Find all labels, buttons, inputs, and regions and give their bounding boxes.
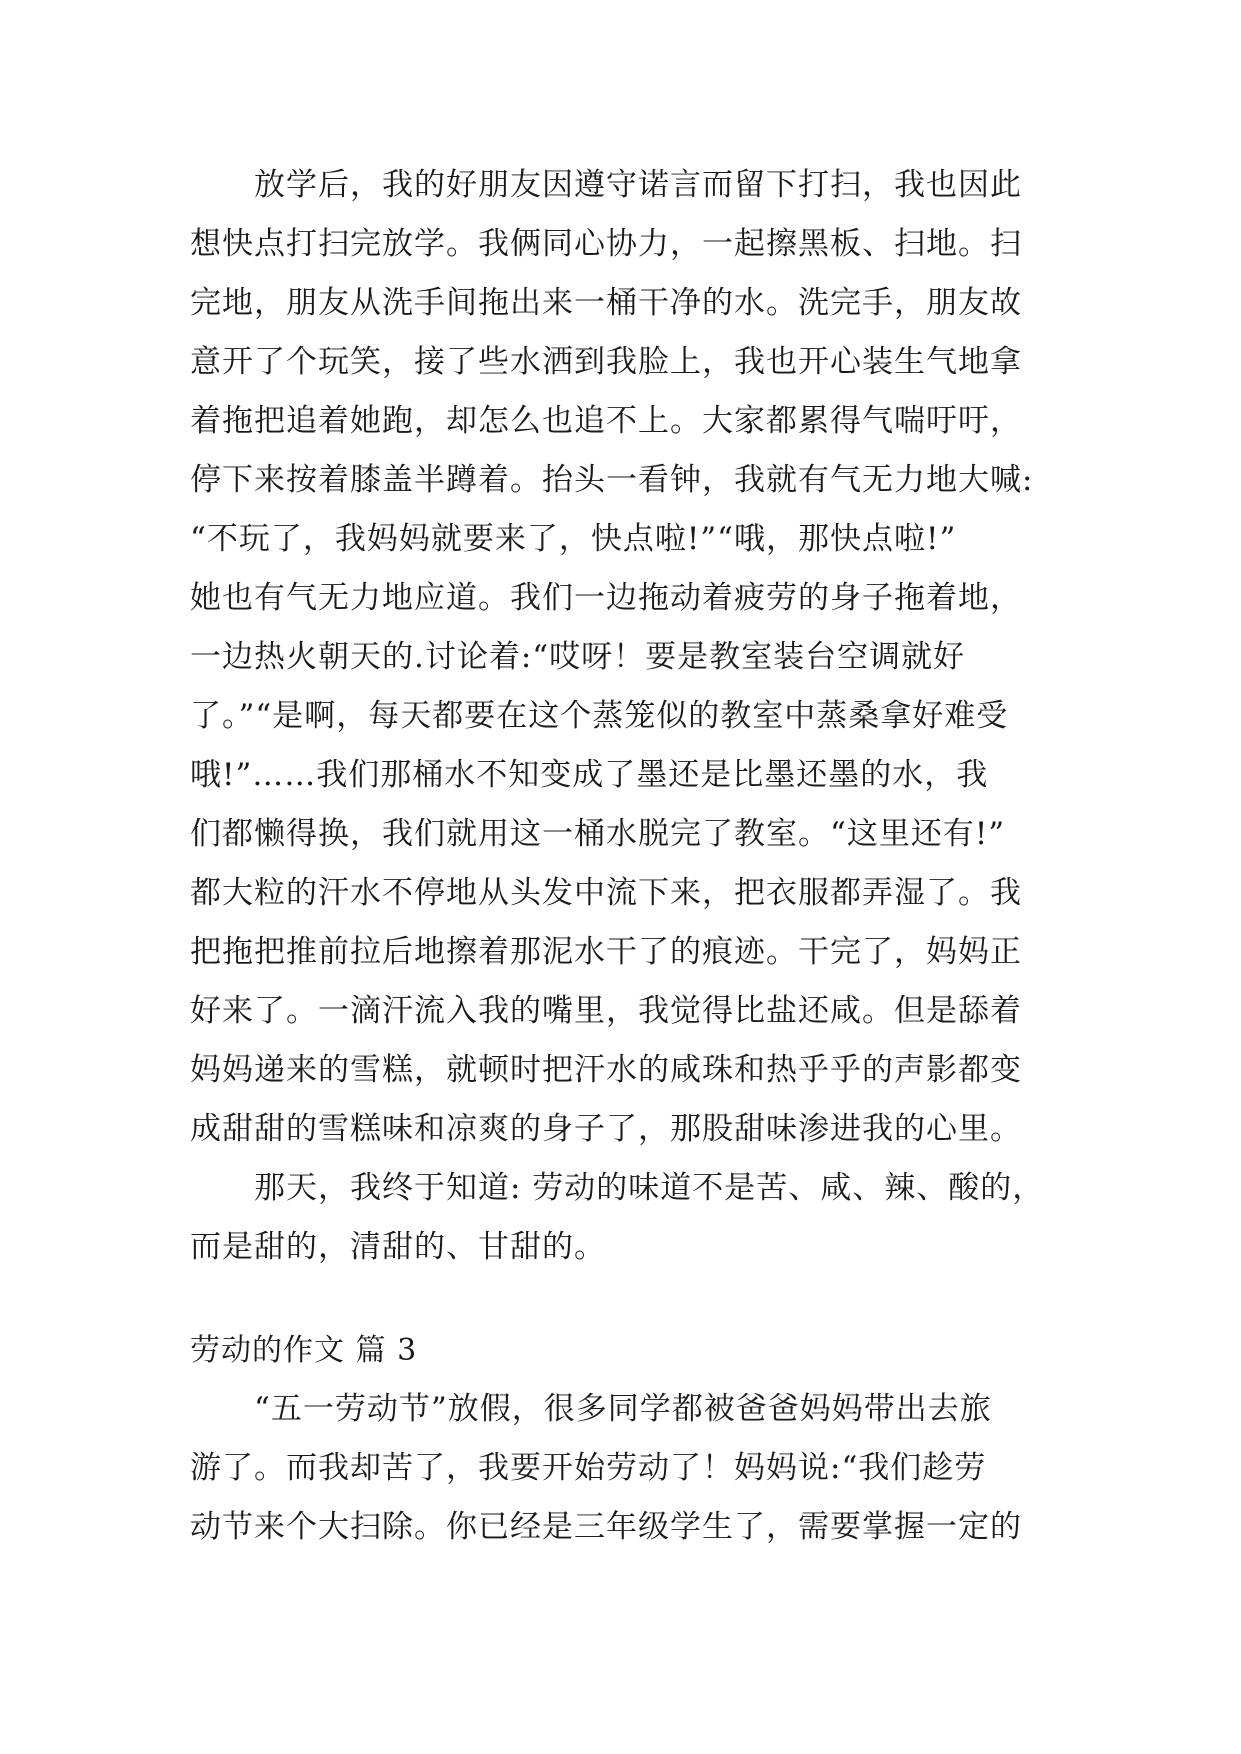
text-line: “不玩了，我妈妈就要来了，快点啦!”“哦，那快点啦!”: [190, 521, 957, 557]
text-line: 放学后，我的好朋友因遵守诺言而留下打扫，我也因此: [254, 167, 1022, 203]
text-line: 游了。而我却苦了，我要开始劳动了！妈妈说:“我们趁劳: [190, 1450, 987, 1486]
text-line: 好来了。一滴汗流入我的嘴里，我觉得比盐还咸。但是舔着: [190, 993, 1022, 1029]
text-line: 都大粒的汗水不停地从头发中流下来，把衣服都弄湿了。我: [190, 875, 1022, 911]
section-spacer: [190, 1277, 1070, 1321]
text-line: 完地，朋友从洗手间拖出来一桶干净的水。洗完手，朋友故: [190, 285, 1022, 321]
section-heading: 劳动的作文 篇 3: [190, 1333, 418, 1368]
text-line: 妈妈递来的雪糕，就顿时把汗水的咸珠和热乎乎的声影都变: [190, 1052, 1022, 1088]
text-line: 停下来按着膝盖半蹲着。抬头一看钟，我就有气无力地大喊:: [190, 462, 1034, 498]
text-line: 哦!”……我们那桶水不知变成了墨还是比墨还墨的水，我: [190, 757, 989, 793]
text-line: 了。”“是啊，每天都要在这个蒸笼似的教室中蒸桑拿好难受: [190, 698, 1009, 734]
paragraph-2: [190, 1159, 1070, 1277]
text-line: 一边热火朝天的.讨论着:“哎呀！要是教室装台空调就好: [190, 639, 966, 675]
paragraph-3: [190, 1380, 1070, 1557]
text-line: 而是甜的，清甜的、甘甜的。: [190, 1229, 606, 1265]
paragraph-1: [190, 156, 1070, 1159]
text-line: 们都懒得换，我们就用这一桶水脱完了教室。“这里还有!”: [190, 816, 1006, 852]
text-line: 那天，我终于知道: 劳动的味道不是苦、咸、辣、酸的，: [254, 1170, 1045, 1206]
text-line: 把拖把推前拉后地擦着那泥水干了的痕迹。干完了，妈妈正: [190, 934, 1022, 970]
text-line: 着拖把追着她跑，却怎么也追不上。大家都累得气喘吁吁，: [190, 403, 1022, 439]
text-line: 动节来个大扫除。你已经是三年级学生了，需要掌握一定的: [190, 1509, 1022, 1545]
text-line: “五一劳动节”放假，很多同学都被爸爸妈妈带出去旅: [254, 1391, 992, 1427]
text-line: 她也有气无力地应道。我们一边拖动着疲劳的身子拖着地，: [190, 580, 1022, 616]
text-line: 想快点打扫完放学。我俩同心协力，一起擦黑板、扫地。扫: [190, 226, 1022, 262]
text-line: 意开了个玩笑，接了些水洒到我脸上，我也开心装生气地拿: [190, 344, 1022, 380]
text-line: 成甜甜的雪糕味和凉爽的身子了，那股甜味渗进我的心里。: [190, 1111, 1022, 1147]
document-body: [190, 156, 1070, 1557]
